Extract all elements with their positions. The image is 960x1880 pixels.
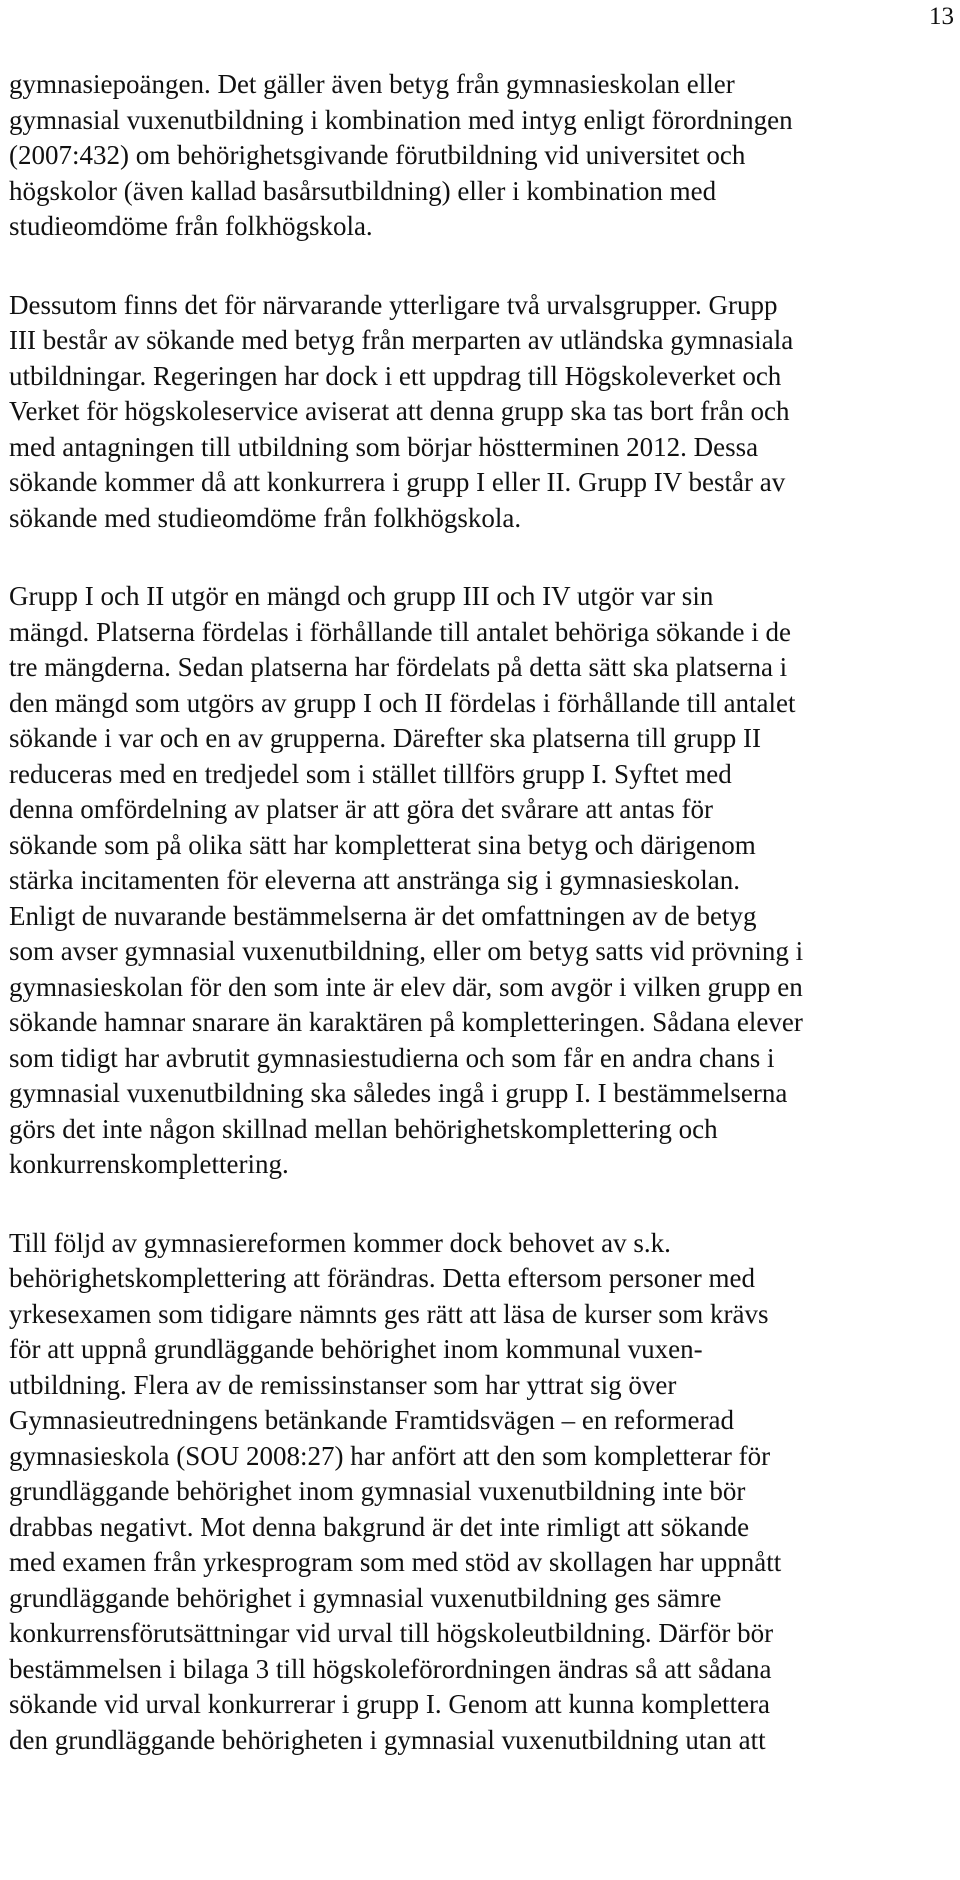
- text-line: gymnasieskola (SOU 2008:27) har anfört att den som kompletterar för: [9, 1440, 771, 1471]
- paragraph-3: [9, 579, 957, 1183]
- paragraph-spacing: [9, 245, 957, 288]
- text-line: görs det inte någon skillnad mellan behörighetskomplettering och: [9, 1113, 718, 1144]
- text-line: gymnasial vuxenutbildning ska således ingå i grupp I. I bestämmelserna: [9, 1078, 788, 1108]
- paragraph-2: [9, 288, 957, 537]
- text-line: stärka incitamenten för eleverna att anstränga sig i gymnasieskolan.: [9, 865, 740, 895]
- text-line: tre mängderna. Sedan platserna har fördelats på detta sätt ska platserna i: [9, 652, 788, 682]
- text-line: med examen från yrkesprogram som med stöd av skollagen har uppnått: [9, 1547, 782, 1577]
- text-line: sökande med studieomdöme från folkhögskola.: [9, 502, 522, 533]
- text-line: Grupp I och II utgör en mängd och grupp III och IV utgör var sin: [9, 581, 714, 611]
- text-line: sökande vid urval konkurrerar i grupp I. Genom att kunna komplettera: [9, 1689, 771, 1719]
- text-line: den grundläggande behörigheten i gymnasial vuxenutbildning utan att: [9, 1724, 766, 1755]
- text-line: grundläggande behörighet inom gymnasial vuxenutbildning inte bör: [9, 1476, 746, 1506]
- text-line: sökande som på olika sätt har kompletterat sina betyg och därigenom: [9, 829, 756, 860]
- text-line: för att uppnå grundläggande behörighet inom kommunal vuxen-: [9, 1334, 703, 1364]
- text-line: behörighetskomplettering att förändras. Detta eftersom personer med: [9, 1263, 755, 1293]
- text-line: denna omfördelning av platser är att göra det svårare att antas för: [9, 794, 713, 824]
- text-line: (2007:432) om behörighetsgivande förutbildning vid universitet och: [9, 140, 746, 170]
- text-line: Enligt de nuvarande bestämmelserna är det omfattningen av de betyg: [9, 900, 757, 931]
- text-line: den mängd som utgörs av grupp I och II fördelas i förhållande till antalet: [9, 687, 796, 718]
- text-line: grundläggande behörighet i gymnasial vuxenutbildning ges sämre: [9, 1582, 722, 1613]
- text-line: mängd. Platserna fördelas i förhållande till antalet behöriga sökande i de: [9, 616, 791, 647]
- text-line: utbildning. Flera av de remissinstanser som har yttrat sig över: [9, 1369, 677, 1400]
- text-line: III består av sökande med betyg från merparten av utländska gymnasiala: [9, 325, 794, 355]
- page-number: 13: [929, 3, 954, 30]
- text-line: bestämmelsen i bilaga 3 till högskoleförordningen ändras så att sådana: [9, 1653, 772, 1684]
- text-line: konkurrensförutsättningar vid urval till högskoleutbildning. Därför bör: [9, 1618, 774, 1648]
- paragraph-4: [9, 1226, 957, 1759]
- text-line: Till följd av gymnasiereformen kommer dock behovet av s.k.: [9, 1227, 671, 1258]
- paragraph-1: [9, 67, 957, 245]
- text-line: högskolor (även kallad basårsutbildning) eller i kombination med: [9, 175, 717, 206]
- text-line: studieomdöme från folkhögskola.: [9, 211, 373, 241]
- text-line: sökande hamnar snarare än karaktären på kompletteringen. Sådana elever: [9, 1007, 803, 1037]
- text-line: utbildningar. Regeringen har dock i ett uppdrag till Högskoleverket och: [9, 360, 782, 391]
- text-line: sökande i var och en av grupperna. Därefter ska platserna till grupp II: [9, 723, 761, 753]
- text-line: drabbas negativt. Mot denna bakgrund är det inte rimligt att sökande: [9, 1511, 750, 1542]
- text-line: Verket för högskoleservice aviserat att denna grupp ska tas bort från och: [9, 396, 790, 426]
- paragraph-spacing: [9, 1183, 957, 1226]
- text-line: sökande kommer då att konkurrera i grupp I eller II. Grupp IV består av: [9, 467, 786, 497]
- text-line: gymnasial vuxenutbildning i kombination med intyg enligt förordningen: [9, 104, 793, 135]
- text-line: Dessutom finns det för närvarande ytterligare två urvalsgrupper. Grupp: [9, 289, 778, 320]
- text-line: konkurrenskomplettering.: [9, 1149, 289, 1179]
- paragraph-spacing: [9, 536, 957, 579]
- text-line: gymnasieskolan för den som inte är elev där, som avgör i vilken grupp en: [9, 971, 803, 1002]
- text-line: yrkesexamen som tidigare nämnts ges rätt att läsa de kurser som krävs: [9, 1298, 769, 1329]
- text-line: med antagningen till utbildning som börjar höstterminen 2012. Dessa: [9, 431, 759, 462]
- text-line: som tidigt har avbrutit gymnasiestudierna och som får en andra chans i: [9, 1042, 775, 1073]
- text-line: gymnasiepoängen. Det gäller även betyg från gymnasieskolan eller: [9, 69, 735, 99]
- text-line: reduceras med en tredjedel som i stället tillförs grupp I. Syftet med: [9, 758, 732, 789]
- text-line: som avser gymnasial vuxenutbildning, eller om betyg satts vid prövning i: [9, 936, 804, 966]
- body-text: [9, 67, 957, 1758]
- text-line: Gymnasieutredningens betänkande Framtidsvägen – en reformerad: [9, 1405, 735, 1435]
